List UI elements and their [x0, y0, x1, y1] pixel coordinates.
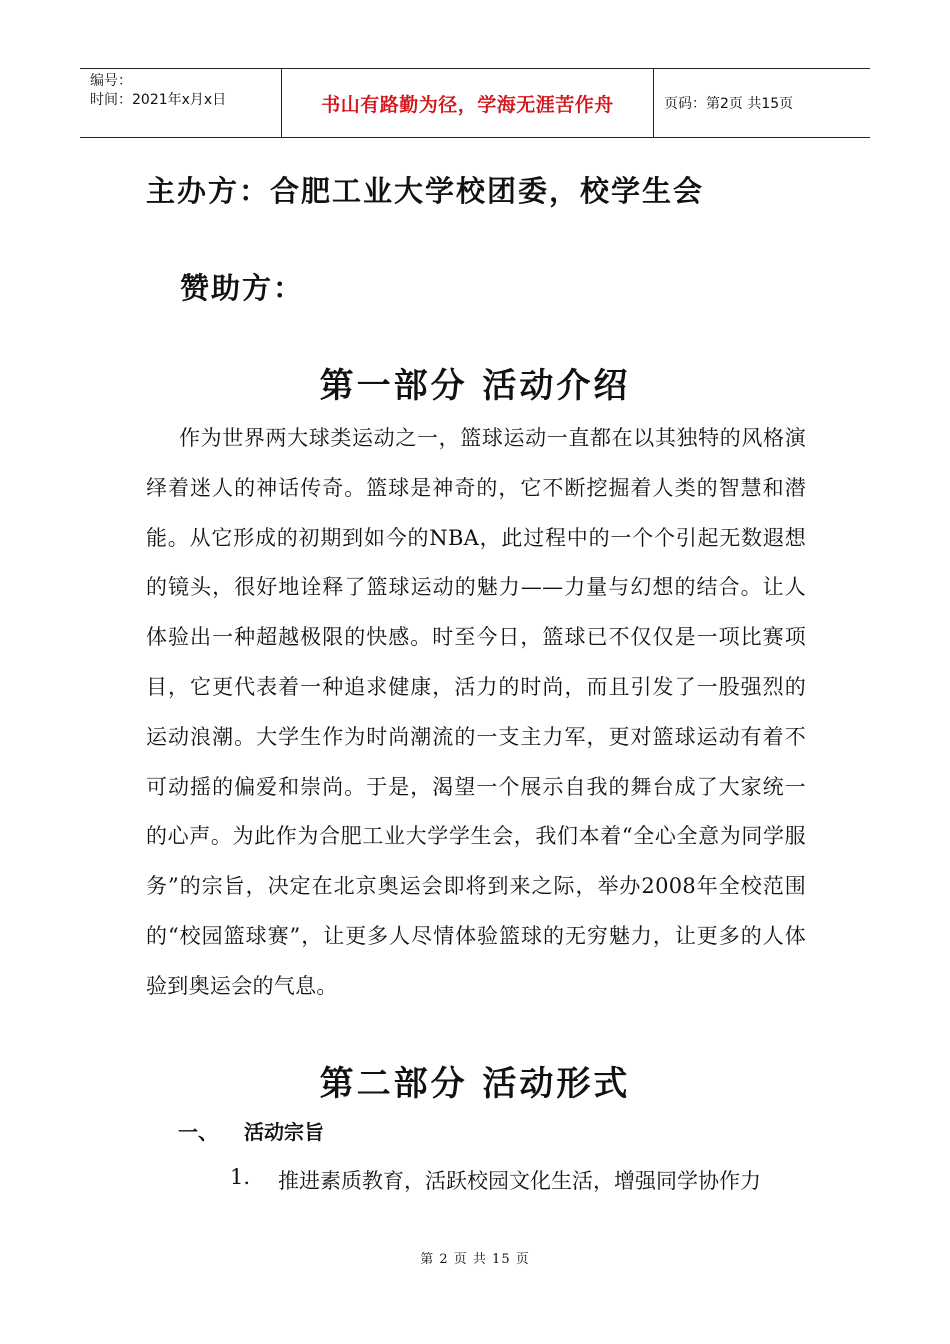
section-heading	[178, 1116, 324, 1145]
list-item	[230, 1165, 761, 1195]
page-footer: 第 2 页 共 15 页	[420, 1252, 530, 1267]
list-item-number: 1.	[230, 1165, 251, 1189]
part1-body: 作为世界两大球类运动之一，篮球运动一直都在以其独特的风格演绎着迷人的神话传奇。篮球是神奇的，它不断挖掘着人类的智慧和潜能。从它形成的初期到如今的NBA，此过程中的一个个引起无数遐想的镜头，很好地诠释了篮球运动的魅力——力量与幻想的结合。让人体验出一种超越极限的快感。时至今日，篮球已不仅仅是一项比赛项目，它更代表着一种追求健康，活力的时尚，而且引发了一股强烈的运动浪潮。大学生作为时尚潮流的一支主力军，更对篮球运动有着不可动摇的偏爱和崇尚。于是，渴望一个展示自我的舞台成了大家统一的心声。为此作为合肥工业大学学生会，我们本着“全心全意为同学服务”的宗旨，决定在北京奥运会即将到来之际，举办2008年全校范围的“校园篮球赛”，让更多人尽情体验篮球的无穷魅力，让更多的人体验到奥运会的气息。	[146, 426, 806, 998]
section-heading-number: 一、	[178, 1120, 218, 1144]
part2-title: 第二部分 活动形式	[319, 1064, 631, 1104]
header-motto: 书山有路勤为径，学海无涯苦作舟	[282, 69, 654, 137]
section-heading-text: 活动宗旨	[244, 1120, 324, 1144]
time-label: 时间：2021年x月x日	[90, 92, 227, 108]
organizer-line: 主办方：合肥工业大学校团委，校学生会	[146, 174, 705, 208]
header-page-info: 页码：第2页 共15页	[664, 96, 794, 112]
sponsor-line: 赞助方：	[180, 271, 305, 305]
part1-title: 第一部分 活动介绍	[319, 366, 631, 406]
header-meta	[80, 69, 282, 137]
list-item-text: 推进素质教育，活跃校园文化生活，增强同学协作力	[278, 1169, 761, 1193]
number-label: 编号：	[90, 73, 132, 89]
page-header	[80, 68, 870, 138]
